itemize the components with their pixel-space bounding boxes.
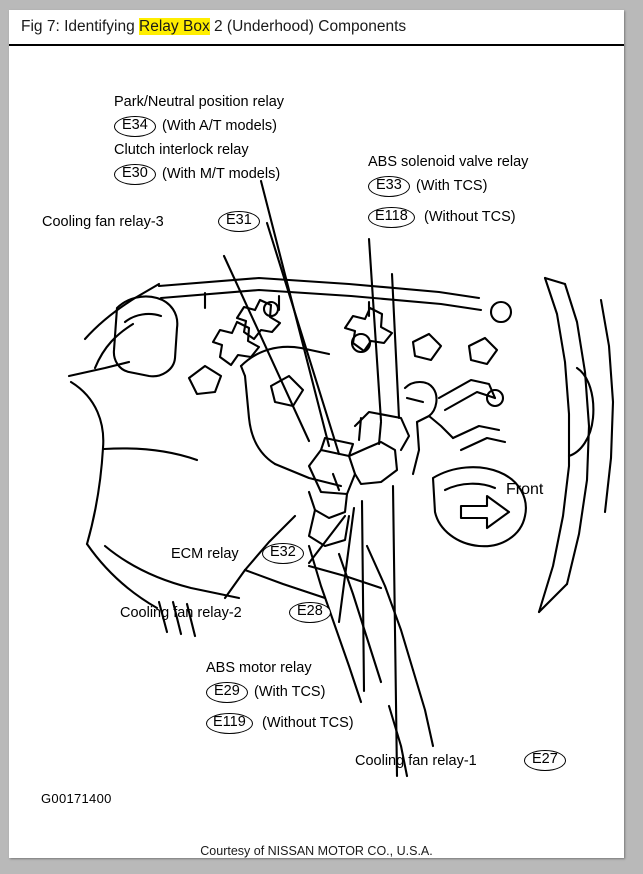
callout-label-cooling-fan-3: Cooling fan relay-3 xyxy=(42,214,164,230)
callout-code-e28: E28 xyxy=(289,602,331,623)
figure-area xyxy=(9,46,624,858)
callout-label-cooling-fan-1: Cooling fan relay-1 xyxy=(355,753,477,769)
courtesy-note: Courtesy of NISSAN MOTOR CO., U.S.A. xyxy=(200,844,433,858)
callout-label-cooling-fan-2: Cooling fan relay-2 xyxy=(120,605,242,621)
callout-label-abs-solenoid: ABS solenoid valve relay xyxy=(368,154,529,170)
callout-note-e34: (With A/T models) xyxy=(162,118,277,134)
callout-note-e30: (With M/T models) xyxy=(162,166,281,182)
callout-code-e29: E29 xyxy=(206,682,248,703)
callout-code-e119: E119 xyxy=(206,713,253,734)
callout-label-ecm-relay: ECM relay xyxy=(171,546,239,562)
callout-code-e30: E30 xyxy=(114,164,156,185)
callout-label-park-neutral: Park/Neutral position relay xyxy=(114,94,285,110)
callout-code-e118: E118 xyxy=(368,207,415,228)
figure-reference-code: G00171400 xyxy=(41,791,112,806)
callout-code-e27: E27 xyxy=(524,750,566,771)
page-title xyxy=(21,18,406,36)
title-suffix: 2 (Underhood) Components xyxy=(209,18,407,35)
callout-label-clutch-interlock: Clutch interlock relay xyxy=(114,142,249,158)
callout-note-e33: (With TCS) xyxy=(416,178,488,194)
figure-title-bar xyxy=(9,10,624,46)
callout-code-e33: E33 xyxy=(368,176,410,197)
callout-code-e31: E31 xyxy=(218,211,260,232)
callout-label-abs-motor: ABS motor relay xyxy=(206,660,312,676)
title-highlight: Relay Box xyxy=(139,18,210,35)
callout-code-e32: E32 xyxy=(262,543,304,564)
document-sheet xyxy=(9,10,624,858)
callout-note-e118: (Without TCS) xyxy=(424,209,516,225)
front-direction-label: Front xyxy=(506,481,544,498)
callout-note-e29: (With TCS) xyxy=(254,684,326,700)
relay-box-illustration xyxy=(9,46,624,858)
callout-code-e34: E34 xyxy=(114,116,156,137)
title-prefix: Fig 7: Identifying xyxy=(21,18,140,35)
callout-note-e119: (Without TCS) xyxy=(262,715,354,731)
